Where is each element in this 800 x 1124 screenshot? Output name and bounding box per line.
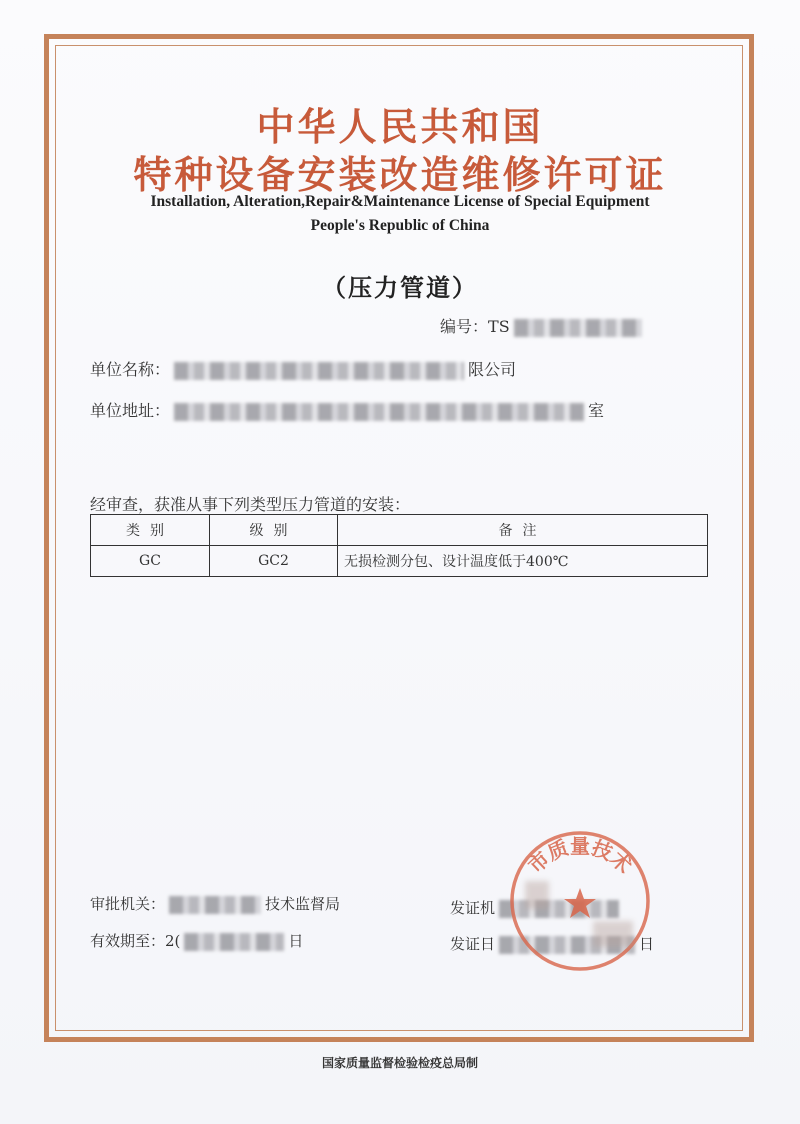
unit-name (90, 357, 516, 380)
redacted-address (174, 403, 584, 421)
cell-category: GC (91, 546, 210, 577)
redacted-valid-date (184, 933, 284, 951)
table-header-row (91, 515, 708, 546)
title-country: 中华人民共和国 (256, 105, 544, 149)
table-row (91, 546, 708, 577)
title-english: Installation, Alteration,Repair&Maintenance License of Special Equipment (150, 193, 650, 210)
printer-footer: 国家质量监督检验检疫总局制 (321, 1056, 478, 1070)
approval-suffix: 技术监督局 (265, 895, 341, 913)
valid-suffix: 日 (288, 932, 304, 950)
title-english-country: People's Republic of China (310, 217, 490, 234)
unit-name-suffix: 限公司 (468, 360, 517, 379)
cell-note: 无损检测分包、设计温度低于400℃ (338, 546, 708, 577)
issuer-label: 发证机 (450, 899, 496, 917)
license-number (440, 314, 646, 337)
unit-name-label: 单位名称： (90, 360, 171, 379)
redacted-number (514, 319, 642, 337)
approval-label: 审批机关： (90, 895, 166, 913)
official-seal-icon (505, 826, 655, 976)
scope-table (90, 514, 708, 577)
license-number-label: 编号： (440, 317, 489, 336)
scope-intro: 经审查，获准从事下列类型压力管道的安装： (90, 495, 411, 514)
redacted-authority (169, 896, 261, 914)
title-license: 特种设备安装改造维修许可证 (133, 153, 667, 197)
valid-prefix: 2( (165, 932, 181, 950)
column-header-note: 备注 (338, 515, 708, 546)
column-header-category: 类别 (91, 515, 210, 546)
valid-label: 有效期至： (90, 932, 166, 950)
approval-authority (90, 893, 340, 914)
unit-address-suffix: 室 (588, 401, 605, 420)
unit-address (90, 398, 604, 421)
redacted-unit-name (174, 362, 464, 380)
unit-address-label: 单位地址： (90, 401, 171, 420)
license-number-prefix: TS (488, 317, 510, 336)
column-header-level: 级别 (210, 515, 338, 546)
cell-level: GC2 (210, 546, 338, 577)
issue-date-suffix: 日 (639, 935, 655, 953)
valid-until (90, 930, 303, 951)
seal-text: 市质量技术 (523, 834, 637, 878)
issue-date-label: 发证日 (450, 935, 496, 953)
license-type: （压力管道） (322, 274, 478, 302)
